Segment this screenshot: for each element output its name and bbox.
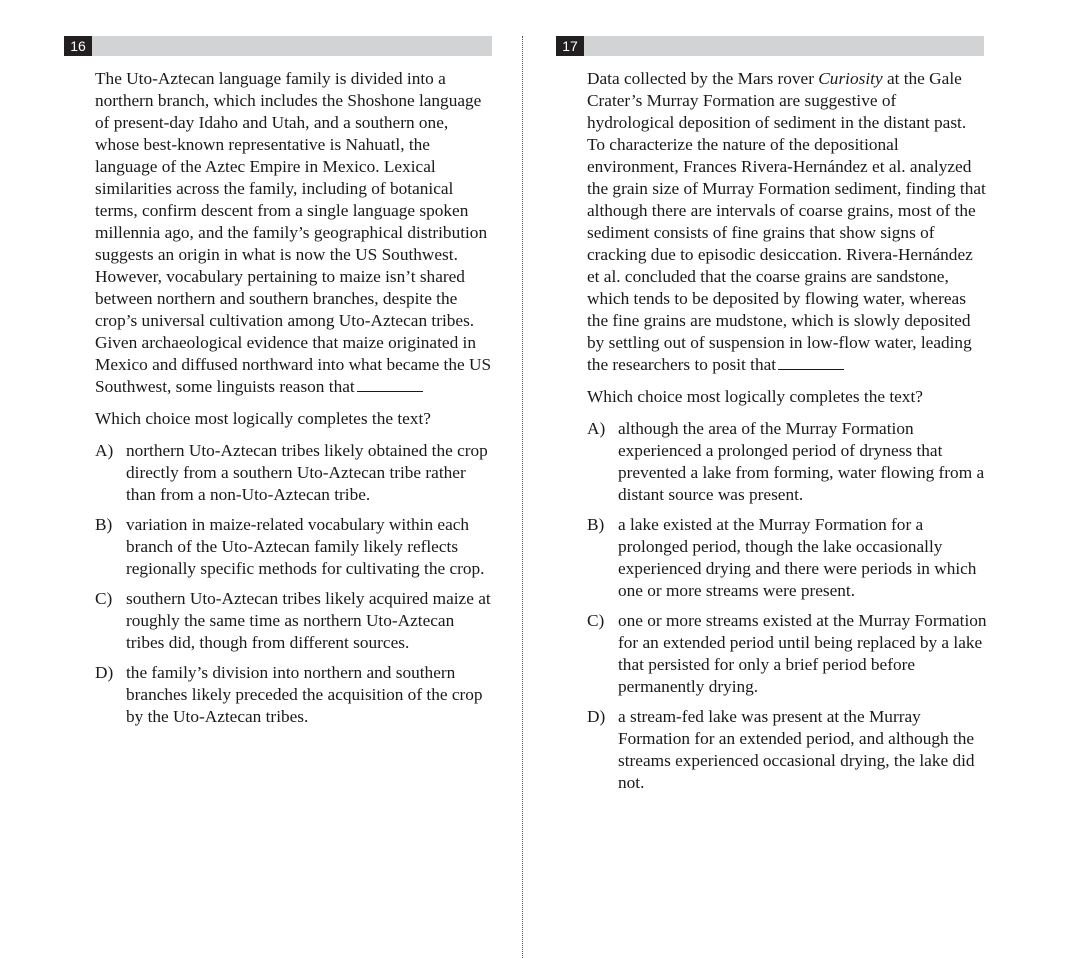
column-divider (522, 36, 523, 958)
question-prompt: Which choice most logically completes the text? (95, 409, 431, 428)
answer-choices (95, 440, 495, 728)
choice-c[interactable] (587, 610, 987, 698)
passage-italic-rover-name: Curiosity (818, 69, 883, 88)
passage-text-end: at the Gale Crater’s Murray Formation are suggestive of hydrological deposition of sediment in the distant past. To characterize the nature of the depositional environment, Frances Rivera-Hernández et al. analyzed the grain size of Murray Formation sediment, finding that although there are intervals of coarse grains, most of the sediment consists of fine grains that show signs of cracking due to episodic desiccation. Rivera-Hernández et al. concluded that the coarse grains are sandstone, which tends to be deposited by flowing water, whereas the fine grains are mudstone, which is slowly deposited by settling out of suspension in low-flow water, leading the researchers to posit that (587, 69, 986, 374)
passage-text: The Uto-Aztecan language family is divided into a northern branch, which includes the Shoshone language of present-day Idaho and Utah, and a southern one, whose best-known representative is Nahuatl, the language of the Aztec Empire in Mexico. Lexical similarities across the family, including of botanical terms, confirm descent from a single language spoken millennia ago, and the family’s geographical distribution suggests an origin in what is now the US Southwest. However, vocabulary pertaining to maize isn’t shared between northern and southern branches, despite the crop’s universal cultivation among Uto-Aztecan tribes. Given archaeological evidence that maize originated in Mexico and diffused northward into what became the US Southwest, some linguists reason that (95, 69, 492, 396)
choice-letter: B) (95, 515, 113, 534)
choice-letter: D) (587, 707, 606, 726)
question-number: 16 (64, 36, 92, 56)
answer-choices (587, 418, 987, 794)
question-16 (64, 36, 492, 736)
passage-text-start: Data collected by the Mars rover (587, 69, 819, 88)
choice-a[interactable] (587, 418, 987, 506)
choice-c[interactable] (95, 588, 495, 654)
answer-blank (778, 355, 844, 370)
choice-text: a lake existed at the Murray Formation for a prolonged period, though the lake occasionally experienced drying and there were periods in which one or more streams were present. (618, 515, 977, 600)
choice-text: variation in maize-related vocabulary within each branch of the Uto-Aztecan family likely reflects regionally specific methods for cultivating the crop. (126, 515, 485, 578)
choice-text: the family’s division into northern and southern branches likely preceded the acquisition of the crop by the Uto-Aztecan tribes. (126, 663, 483, 726)
answer-blank (357, 377, 423, 392)
question-number: 17 (556, 36, 584, 56)
choice-b[interactable] (95, 514, 495, 580)
choice-letter: C) (95, 589, 113, 608)
choice-text: northern Uto-Aztecan tribes likely obtained the crop directly from a southern Uto-Aztecan tribe rather than from a non-Uto-Aztecan tribe. (126, 441, 488, 504)
question-prompt: Which choice most logically completes the text? (587, 387, 923, 406)
choice-text: a stream-fed lake was present at the Murray Formation for an extended period, and although the streams experienced occasional drying, the lake did not. (618, 707, 975, 792)
choice-letter: A) (587, 419, 606, 438)
choice-text: southern Uto-Aztecan tribes likely acquired maize at roughly the same time as northern Uto-Aztecan tribes did, though from different sources. (126, 589, 491, 652)
question-17 (556, 36, 987, 802)
choice-letter: D) (95, 663, 114, 682)
choice-letter: B) (587, 515, 605, 534)
choice-a[interactable] (95, 440, 495, 506)
choice-letter: C) (587, 611, 605, 630)
question-header-bar (64, 36, 492, 56)
passage (587, 68, 987, 376)
choice-text: one or more streams existed at the Murray Formation for an extended period until being replaced by a lake that persisted for only a brief period before permanently drying. (618, 611, 987, 696)
choice-d[interactable] (95, 662, 495, 728)
question-header-bar (556, 36, 984, 56)
choice-b[interactable] (587, 514, 987, 602)
choice-d[interactable] (587, 706, 987, 794)
passage (95, 68, 495, 398)
choice-text: although the area of the Murray Formation experienced a prolonged period of dryness that prevented a lake from forming, water flowing from a distant source was present. (618, 419, 985, 504)
choice-letter: A) (95, 441, 114, 460)
